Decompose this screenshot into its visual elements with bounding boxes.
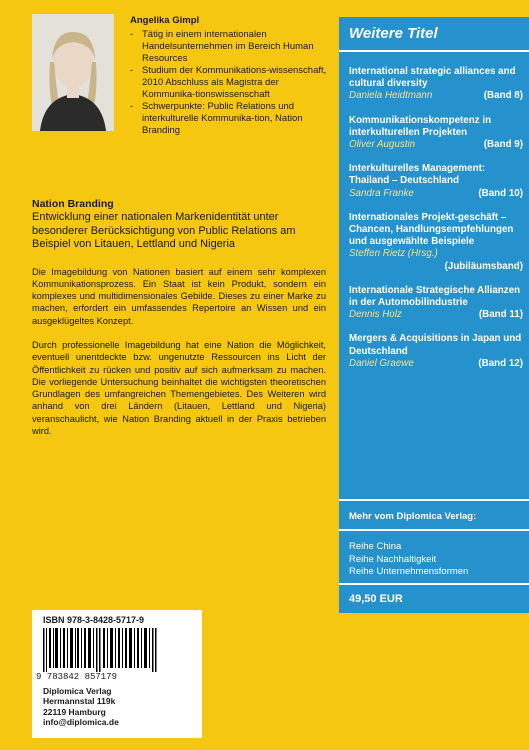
- title-band: (Band 9): [483, 139, 523, 151]
- barcode: [43, 628, 158, 672]
- barcode-digits: 9 783842 857179: [36, 672, 118, 682]
- publisher-address: [43, 686, 119, 727]
- title-band: (Band 12): [478, 357, 523, 369]
- series-item: Reihe China: [349, 541, 402, 552]
- title-band: (Band 11): [478, 309, 523, 321]
- description-paragraph: Durch professionelle Imagebildung hat eine Nation die Möglichkeit, eventuell unentdeckte bzw. ungenutzte Ressourcen ins Licht der Öffentlichkeit zu rücken und positiv auf sich aufmerksam zu machen. Die vorliegende Untersuchung beinhaltet die wichtigsten theoretischen Grundlagen des umfangreichen Themengebietes. Des Weiteren wird anhand von drei Ländern (Litauen, Lettland und Nigeria) veranschaulicht, wie Nation Branding aktuell in der Praxis betrieben wird.: [32, 339, 326, 437]
- title-name: Kommunikationskompetenz in interkulturellen Projekten: [349, 114, 492, 138]
- publisher-line: Diplomica Verlag: [43, 686, 112, 696]
- author-name: Angelika Gimpl: [130, 15, 200, 26]
- book-title: Nation Branding: [32, 198, 114, 210]
- title-band: (Band 10): [478, 187, 523, 199]
- isbn-number: ISBN 978-3-8428-5717-9: [43, 615, 145, 625]
- isbn-box: [32, 610, 202, 738]
- back-cover-right: [339, 0, 529, 750]
- title-name: Internationale Strategische Allianzen in der Automobilindustrie: [349, 284, 521, 309]
- price: 49,50 EUR: [349, 593, 403, 605]
- title-author: Steffen Rietz (Hrsg.): [349, 248, 438, 260]
- further-titles-panel: [339, 17, 529, 613]
- title-band: (Band 8): [483, 90, 523, 102]
- author-bio-item: - Schwerpunkte: Public Relations und interkulturelle Kommunika-tion, Nation Branding: [130, 101, 330, 137]
- title-entry: [349, 66, 523, 103]
- title-entry: [349, 285, 523, 322]
- book-description: [32, 198, 326, 449]
- title-entry: [349, 333, 523, 370]
- title-entry: [349, 115, 523, 152]
- title-list: [349, 66, 523, 382]
- title-author: Daniela Heidtmann: [349, 90, 433, 102]
- title-name: International strategic alliances and cultural diversity: [349, 66, 516, 90]
- more-label: Mehr vom Diplomica Verlag:: [349, 511, 477, 522]
- divider: [339, 50, 529, 52]
- author-bio-item: - Studium der Kommunikations-wissenschaft, 2010 Abschluss als Magistra der Kommunika-tionswissenschaft: [130, 65, 330, 101]
- publisher-line: Hermannstal 119k: [43, 696, 116, 707]
- publisher-line: info@diplomica.de: [43, 716, 119, 727]
- series-item: Reihe Nachhaltigkeit: [349, 553, 437, 565]
- author-info: [130, 15, 330, 137]
- publisher-line: 22119 Hamburg: [43, 706, 106, 717]
- author-bio-list: [130, 29, 330, 137]
- description-paragraph: Die Imagebildung von Nationen basiert auf einem sehr komplexen Kommunikationsprozess. Ein Staat ist kein Produkt, sondern ein komplexes und multidimensionales Gebilde. Dieses zu einer Marke zu machen, erfordert ein umfassendes Repertoire an Wissen und ein ausgeklügeltes Konzept.: [32, 266, 326, 326]
- title-author: Daniel Graewe: [349, 357, 414, 369]
- title-author: Sandra Franke: [349, 187, 414, 199]
- title-band: (Jubiläumsband): [444, 260, 523, 272]
- title-entry: [349, 212, 523, 273]
- divider: [339, 529, 529, 531]
- author-bio-item: - Tätig in einem internationalen Handelsunternehmen im Bereich Human Resources: [130, 29, 330, 65]
- author-photo: [32, 14, 114, 131]
- title-author: Dennis Holz: [349, 309, 402, 321]
- divider: [339, 499, 529, 501]
- divider: [339, 583, 529, 585]
- series-list: [349, 541, 468, 579]
- title-entry: [349, 163, 523, 200]
- title-name: Internationales Projekt-geschäft – Chancen, Handlungsempfehlungen und ausgewählte Beispiele: [349, 211, 514, 248]
- series-item: Reihe Unternehmensformen: [349, 566, 469, 577]
- panel-heading: Weitere Titel: [349, 25, 438, 42]
- title-author: Oliver Augustin: [349, 139, 416, 151]
- title-name: Interkulturelles Management: Thailand – Deutschland: [349, 163, 486, 187]
- book-subtitle: Entwicklung einer nationalen Markenidentität unter besonderer Berücksichtigung von Public Relations am Beispiel von Litauen, Lettland und Nigeria: [32, 211, 296, 250]
- title-name: Mergers & Acquisitions in Japan und Deutschland: [349, 333, 522, 357]
